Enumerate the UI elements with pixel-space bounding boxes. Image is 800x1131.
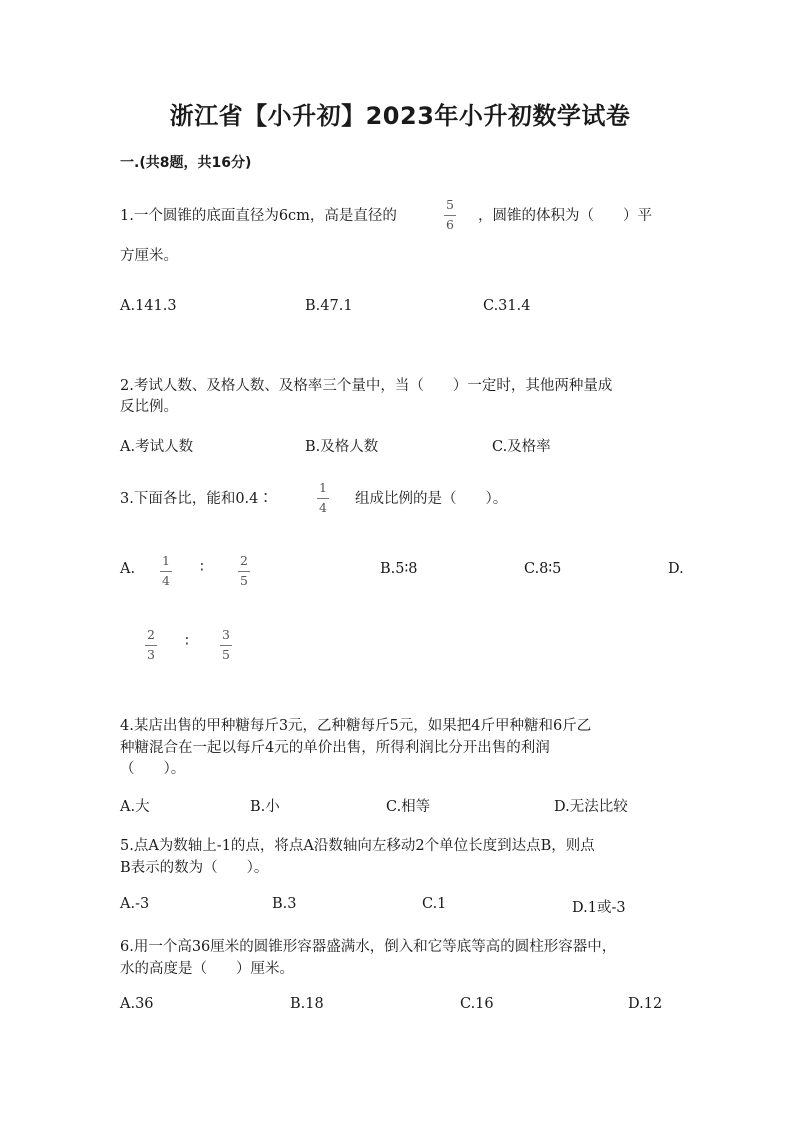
q3-option-d-fraction1 bbox=[145, 629, 157, 661]
q3-option-d-fraction2 bbox=[220, 629, 232, 661]
q5-option-a: A.-3 bbox=[120, 896, 150, 912]
q6-stem-line2: 水的高度是（ ）厘米。 bbox=[120, 961, 294, 977]
fraction-denominator: 5 bbox=[222, 646, 230, 662]
q4-option-a: A.大 bbox=[120, 799, 150, 815]
q1-option-b: B.47.1 bbox=[305, 298, 353, 314]
q4-option-b: B.小 bbox=[250, 799, 280, 815]
q5-option-c: C.1 bbox=[422, 896, 447, 912]
ratio-colon: ∶ bbox=[185, 634, 189, 650]
fraction-numerator: 3 bbox=[222, 627, 230, 642]
q1-stem-part2: ，圆锥的体积为（ ）平 bbox=[478, 208, 652, 224]
page-title: 浙江省【小升初】2023年小升初数学试卷 bbox=[169, 102, 631, 130]
q3-option-a-fraction2 bbox=[238, 555, 250, 587]
q1-stem-line2: 方厘米。 bbox=[120, 248, 178, 264]
q6-option-b: B.18 bbox=[290, 996, 324, 1012]
q4-stem-line2: 种糖混合在一起以每斤4元的单价出售，所得利润比分开出售的利润 bbox=[120, 740, 550, 756]
q1-fraction-numerator: 5 bbox=[446, 197, 454, 212]
fraction-numerator: 2 bbox=[240, 553, 248, 568]
q1-stem-part1: 1.一个圆锥的底面直径为6cm，高是直径的 bbox=[120, 208, 397, 224]
q1-option-c: C.31.4 bbox=[483, 298, 531, 314]
q3-stem-part2: 组成比例的是（ ）。 bbox=[355, 491, 508, 507]
q4-stem-line1: 4.某店出售的甲种糖每斤3元，乙种糖每斤5元，如果把4斤甲种糖和6斤乙 bbox=[120, 718, 592, 734]
q3-option-d-label: D. bbox=[668, 561, 684, 577]
q5-stem-line1: 5.点A为数轴上-1的点，将点A沿数轴向左移动2个单位长度到达点B，则点 bbox=[120, 838, 595, 854]
q1-fraction bbox=[444, 199, 456, 231]
q3-option-b: B.5∶8 bbox=[380, 561, 418, 577]
q3-option-a-label: A. bbox=[120, 561, 136, 577]
fraction-numerator: 1 bbox=[162, 553, 170, 568]
section-heading: 一.(共8题，共16分) bbox=[120, 155, 252, 171]
q2-option-a: A.考试人数 bbox=[120, 439, 194, 455]
q3-fraction bbox=[317, 482, 329, 514]
q1-fraction-denominator: 6 bbox=[446, 216, 454, 232]
q5-option-b: B.3 bbox=[272, 896, 297, 912]
q1-option-a: A.141.3 bbox=[120, 298, 177, 314]
fraction-denominator: 4 bbox=[162, 572, 170, 588]
q4-option-c: C.相等 bbox=[386, 799, 431, 815]
q6-option-c: C.16 bbox=[460, 996, 494, 1012]
q2-option-b: B.及格人数 bbox=[305, 439, 379, 455]
q3-fraction-denominator: 4 bbox=[319, 499, 327, 515]
q4-option-d: D.无法比较 bbox=[554, 799, 628, 815]
fraction-numerator: 2 bbox=[147, 627, 155, 642]
q3-fraction-numerator: 1 bbox=[319, 480, 327, 495]
q3-stem-part1: 3.下面各比，能和0.4∶ bbox=[120, 491, 273, 507]
q5-option-d: D.1或-3 bbox=[572, 900, 626, 916]
q4-stem-line3: （ ）。 bbox=[120, 761, 186, 777]
q3-option-c: C.8∶5 bbox=[524, 561, 562, 577]
q6-option-a: A.36 bbox=[120, 996, 154, 1012]
q2-stem-line1: 2.考试人数、及格人数、及格率三个量中，当（ ）一定时，其他两种量成 bbox=[120, 378, 613, 394]
q2-stem-line2: 反比例。 bbox=[120, 399, 178, 415]
q3-option-a-fraction1 bbox=[160, 555, 172, 587]
ratio-colon: ∶ bbox=[200, 560, 204, 576]
q2-option-c: C.及格率 bbox=[492, 439, 551, 455]
fraction-denominator: 5 bbox=[240, 572, 248, 588]
fraction-denominator: 3 bbox=[147, 646, 155, 662]
q5-stem-line2: B表示的数为（ ）。 bbox=[120, 860, 269, 876]
q6-stem-line1: 6.用一个高36厘米的圆锥形容器盛满水，倒入和它等底等高的圆柱形容器中， bbox=[120, 939, 617, 955]
q6-option-d: D.12 bbox=[628, 996, 663, 1012]
